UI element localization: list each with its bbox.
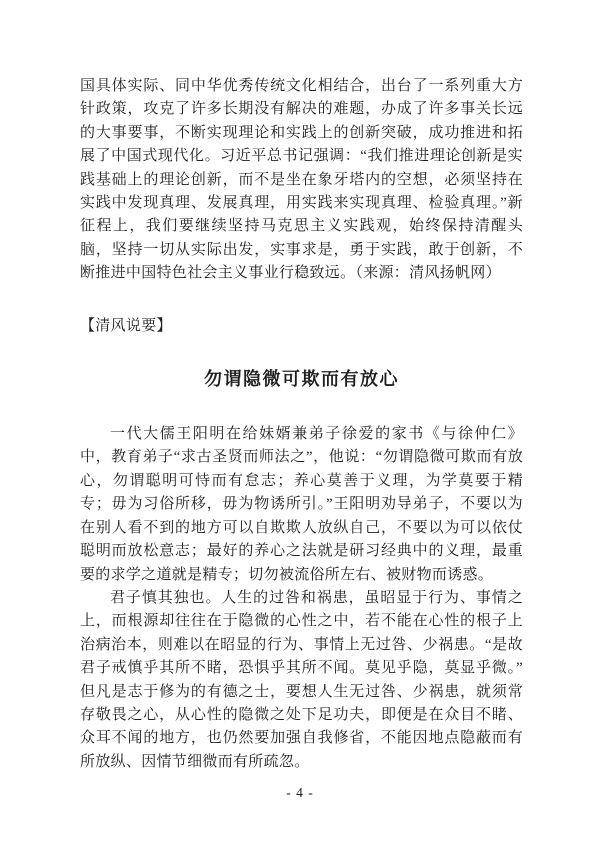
text-column bbox=[80, 75, 523, 774]
continued-paragraph: 国具体实际、同中华优秀传统文化相结合，出台了一系列重大方针政策，攻克了许多长期没有解决的难题，办成了许多事关长远的大事要事，不断实现理论和实践上的创新突破，成功推进和拓展了中国式现代化。习近平总书记强调：“我们推进理论创新是实践基础上的理论创新，而不是坐在象牙塔内的空想，必须坚持在实践中发现真理、发展真理，用实践来实现真理、检验真理。”新征程上，我们要继续坚持马克思主义实践观，始终保持清醒头脑，坚持一切从实际出发，实事求是，勇于实践，敢于创新，不断推进中国特色社会主义事业行稳致远。（来源：清风扬帆网） bbox=[80, 78, 523, 282]
page-number: - 4 - bbox=[286, 785, 314, 800]
article-title: 勿谓隐微可欺而有放心 bbox=[204, 369, 399, 390]
section-label: 【清风说要】 bbox=[80, 317, 172, 334]
body-paragraph-2: 君子慎其独也。人生的过咎和祸患，虽昭显于行为、事情之上，而根源却往往在于隐微的心性之中，若不能在心性的根子上治病治本，则难以在昭显的行为、事情上无过咎、少祸患。“是故君子戒慎乎其所不睹，恐惧乎其所不闻。莫见乎隐，莫显乎微。”但凡是志于修为的有德之士，要想人生无过咎、少祸患，就须常存敬畏之心，从心性的隐微之处下足功夫，即便是在众目不睹、众耳不闻的地方，也仍然要加强自我修省，不能因地点隐蔽而有所放纵、因情节细微而有所疏忽。 bbox=[80, 589, 523, 770]
body-paragraph-1: 一代大儒王阳明在给妹婿兼弟子徐爱的家书《与徐仲仁》中，教育弟子“求古圣贤而师法之”，他说：“勿谓隐微可欺而有放心，勿谓聪明可恃而有怠志；养心莫善于义理，为学莫要于精专；毋为习俗所移，毋为物诱所引。”王阳明劝导弟子，不要以为在别人看不到的地方可以自欺欺人放纵自己，不要以为可以依仗聪明而放松意志；最好的养心之法就是研习经典中的义理，最重要的求学之道就是精专；切勿被流俗所左右、被财物而诱惑。 bbox=[80, 426, 523, 583]
